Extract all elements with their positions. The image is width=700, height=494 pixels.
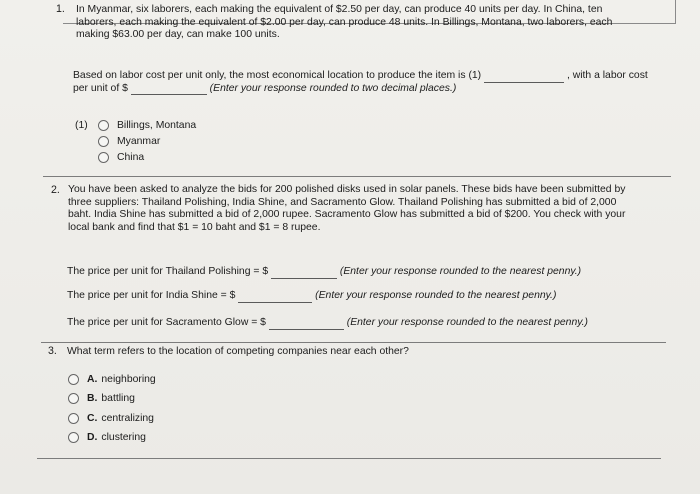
sacramento-answer-row [67, 317, 588, 330]
choice-letter: C. [87, 413, 98, 424]
question-1-choice-group-label: (1) [75, 120, 88, 131]
choice-letter: B. [87, 393, 98, 404]
sacramento-answer-blank[interactable] [269, 319, 344, 330]
choice-label: centralizing [101, 413, 154, 424]
question-1-choice-myanmar[interactable] [98, 136, 160, 147]
question-1-intro-line-3: making $63.00 per day, can make 100 units. [76, 29, 280, 41]
choice-label: battling [101, 393, 135, 404]
india-answer-instruction: (Enter your response rounded to the nearest penny.) [315, 290, 557, 301]
question-3-choice-a[interactable] [68, 374, 156, 385]
choice-label: China [117, 152, 145, 163]
choice-label: Billings, Montana [117, 120, 197, 131]
radio-button-icon[interactable] [98, 120, 109, 131]
india-answer-blank[interactable] [238, 292, 312, 303]
india-answer-label: The price per unit for India Shine = $ [67, 290, 236, 301]
radio-button-icon[interactable] [68, 432, 79, 443]
radio-button-icon[interactable] [68, 393, 79, 404]
choice-letter: D. [87, 432, 98, 443]
question-3-number: 3. [48, 345, 57, 357]
question-1-prompt-part-1: Based on labor cost per unit only, the most economical location to produce the item is (1) [73, 70, 482, 81]
choice-letter: A. [87, 374, 98, 385]
sacramento-answer-instruction: (Enter your response rounded to the nearest penny.) [346, 317, 588, 328]
question-divider [41, 342, 666, 343]
question-2-intro-line-4: local bank and find that $1 = 10 baht and $1 = 8 rupee. [68, 221, 321, 233]
thailand-answer-row [67, 266, 581, 279]
question-1-choice-china[interactable] [98, 152, 144, 163]
thailand-answer-blank[interactable] [271, 268, 337, 279]
bottom-divider [37, 458, 661, 459]
question-2-intro [68, 184, 673, 234]
question-2-intro-line-3: baht. India Shine has submitted a bid of 2,000 rupee. Sacramento Glow has submitted a bid of $200. You check with your [68, 209, 626, 221]
choice-label: Myanmar [117, 136, 161, 147]
labor-cost-answer-blank[interactable] [131, 84, 207, 95]
question-1-intro-line-1: In Myanmar, six laborers, each making the equivalent of $2.50 per day, can produce 40 units per day. In China, ten [76, 4, 603, 15]
thailand-answer-instruction: (Enter your response rounded to the nearest penny.) [339, 266, 582, 277]
thailand-answer-label: The price per unit for Thailand Polishing = $ [67, 266, 269, 277]
question-1-intro [76, 4, 666, 42]
question-3-choice-d[interactable] [68, 432, 146, 443]
choice-label: neighboring [101, 374, 156, 385]
question-2-intro-line-2: three suppliers: Thailand Polishing, India Shine, and Sacramento Glow. Thailand Polishing has submitted a bid of 2,000 [68, 196, 617, 208]
sacramento-answer-label: The price per unit for Sacramento Glow = $ [67, 317, 266, 328]
radio-button-icon[interactable] [68, 413, 79, 424]
choice-label: clustering [101, 432, 146, 443]
india-answer-row [67, 290, 556, 303]
question-2-intro-line-1: You have been asked to analyze the bids for 200 polished disks used in solar panels. These bids have been submitted by [68, 184, 626, 195]
radio-button-icon[interactable] [68, 374, 79, 385]
question-3-choice-c[interactable] [68, 413, 154, 424]
question-1-prompt-part-3: per unit of $ [73, 82, 128, 94]
radio-button-icon[interactable] [98, 152, 109, 163]
question-1-number: 1. [56, 3, 65, 15]
question-2-number: 2. [51, 184, 60, 196]
question-1-prompt-part-2: , with a labor cost [566, 70, 648, 81]
question-3-prompt: What term refers to the location of competing companies near each other? [67, 346, 409, 357]
question-1-choice-billings[interactable] [98, 120, 196, 131]
question-1-instruction: (Enter your response rounded to two decimal places.) [209, 82, 457, 94]
location-answer-blank[interactable] [484, 72, 564, 83]
question-3-choice-b[interactable] [68, 393, 135, 404]
question-1-intro-line-2: laborers, each making the equivalent of $2.00 per day, can produce 48 units. In Billings, Montana, two laborers, each [76, 16, 613, 28]
question-1-prompt [73, 70, 683, 95]
question-divider [43, 176, 671, 177]
radio-button-icon[interactable] [98, 136, 109, 147]
